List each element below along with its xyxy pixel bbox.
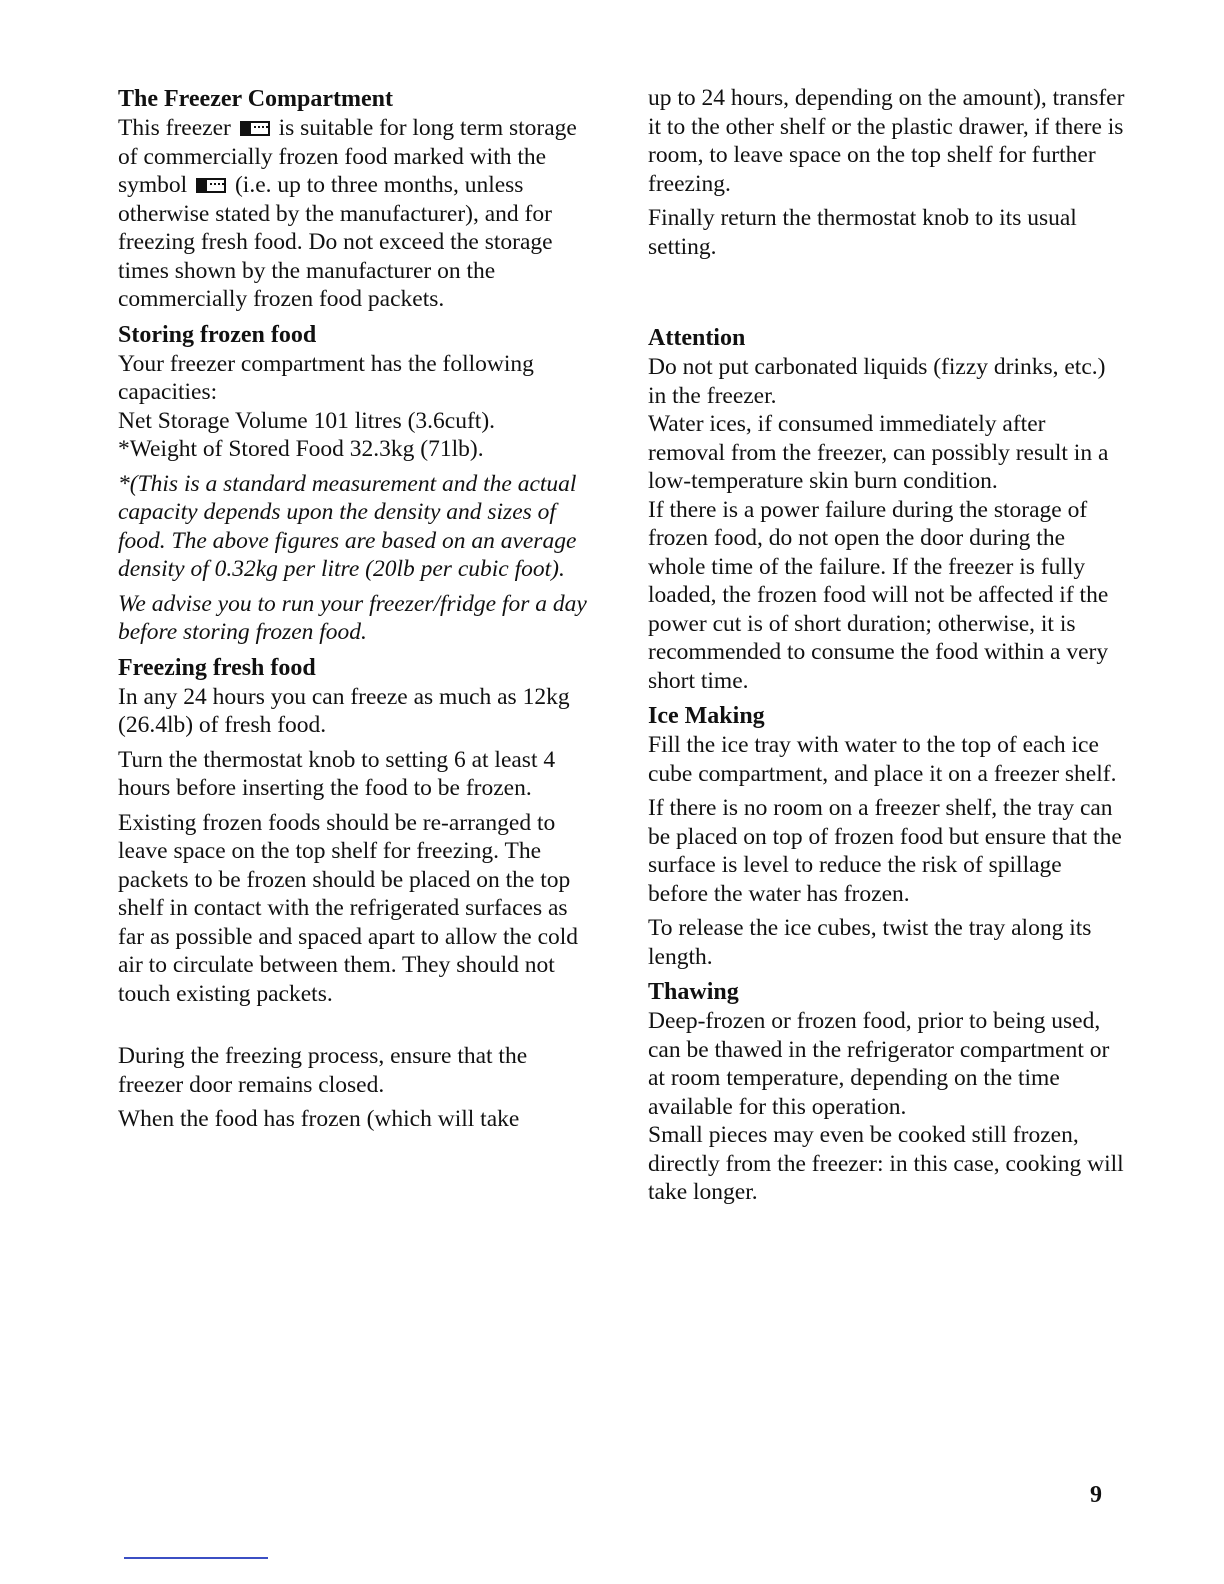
star-rating-symbol-icon (240, 121, 270, 136)
paragraph-freezer-intro: This freezer is suitable for long term storage of commercially frozen food marked with the symbol (i.e. up to three months, unless otherwise stated by the manufacturer), and for freezing fresh food. Do not exceed the storage times shown by the manufacturer on the commercially frozen food packets. (118, 115, 577, 312)
paragraph-when-frozen: When the food has frozen (which will take (118, 1106, 520, 1132)
paragraph-thermostat: Turn the thermostat knob to setting 6 at least 4 hours before inserting the food to be frozen. (118, 746, 556, 801)
paragraph-release-cubes: To release the ice cubes, twist the tray along its length. (648, 915, 1092, 970)
paragraph-carbonated: Do not put carbonated liquids (fizzy drinks, etc.) in the freezer. (648, 354, 1106, 409)
heading-attention: Attention (648, 325, 746, 351)
right-column (648, 84, 1126, 1213)
paragraph-deep-frozen: Deep-frozen or frozen food, prior to being used, can be thawed in the refrigerator compartment or at room temperature, depending on the time available for this operation. (648, 1008, 1110, 1120)
paragraph-rearrange: Existing frozen foods should be re-arranged to leave space on the top shelf for freezing. The packets to be frozen should be placed on the top shelf in contact with the refrigerated surfaces as far as possible and spaced apart to allow the cold air to circulate between them. They should not touch existing packets. (118, 809, 579, 1007)
paragraph-return-knob: Finally return the thermostat knob to its usual setting. (648, 205, 1077, 260)
paragraph-power-failure: If there is a power failure during the storage of frozen food, do not open the door during the whole time of the failure. If the freezer is fully loaded, the frozen food will not be affected if the power cut is of short duration; otherwise, it is recommended to consume the food within a very short time. (648, 496, 1109, 694)
paragraph-door-closed: During the freezing process, ensure that the freezer door remains closed. (118, 1043, 528, 1098)
page-number: 9 (1090, 1482, 1102, 1508)
paragraph-water-ices: Water ices, if consumed immediately after removal from the freezer, can possibly result in a low-temperature skin burn condition. (648, 411, 1109, 494)
paragraph-no-room: If there is no room on a freezer shelf, the tray can be placed on top of frozen food but ensure that the surface is level to reduce the risk of spillage before the water has frozen. (648, 795, 1122, 907)
paragraph-weight: *Weight of Stored Food 32.3kg (71lb). (118, 436, 484, 462)
bottom-divider (124, 1557, 268, 1559)
paragraph-transfer: up to 24 hours, depending on the amount), transfer it to the other shelf or the plastic drawer, if there is room, to leave space on the top shelf for further freezing. (648, 85, 1125, 197)
heading-ice-making: Ice Making (648, 703, 765, 729)
paragraph-net-volume: Net Storage Volume 101 litres (3.6cuft). (118, 407, 496, 434)
paragraph-freeze-amount: In any 24 hours you can freeze as much as 12kg (26.4lb) of fresh food. (118, 683, 570, 738)
heading-freezing-fresh-food: Freezing fresh food (118, 654, 316, 681)
paragraph-standard-measurement: *(This is a standard measurement and the actual capacity depends upon the density and sizes of food. The above figures are based on an average density of 0.32kg per litre (20lb per cubic foot). (118, 470, 577, 582)
paragraph-small-pieces: Small pieces may even be cooked still frozen, directly from the freezer: in this case, cooking will take longer. (648, 1122, 1124, 1205)
heading-thawing: Thawing (648, 979, 739, 1005)
paragraph-advice: We advise you to run your freezer/fridge for a day before storing frozen food. (118, 590, 587, 645)
heading-storing-frozen-food: Storing frozen food (118, 321, 317, 348)
star-rating-symbol-icon (196, 178, 226, 193)
heading-freezer-compartment: The Freezer Compartment (118, 86, 394, 112)
left-column (118, 84, 598, 1140)
paragraph-fill-tray: Fill the ice tray with water to the top of each ice cube compartment, and place it on a freezer shelf. (648, 732, 1117, 787)
paragraph-capacities: Your freezer compartment has the following capacities: (118, 350, 534, 405)
